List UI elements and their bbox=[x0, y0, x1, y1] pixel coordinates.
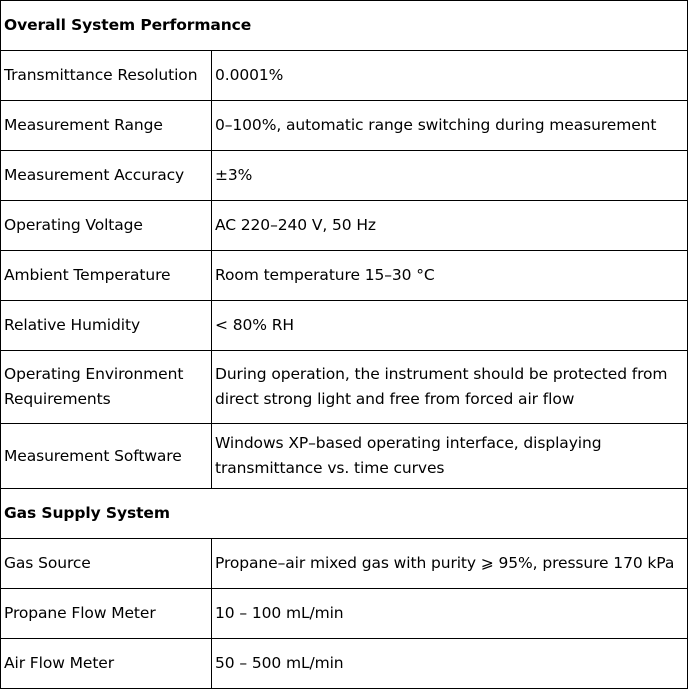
table-row bbox=[1, 51, 688, 101]
table-row bbox=[1, 101, 688, 151]
row-value: 0–100%, automatic range switching during measurement bbox=[212, 101, 688, 151]
row-label: Measurement Software bbox=[1, 424, 212, 489]
row-label: Ambient Temperature bbox=[1, 251, 212, 301]
row-value: ±3% bbox=[212, 151, 688, 201]
table-row bbox=[1, 589, 688, 639]
table-row bbox=[1, 639, 688, 689]
row-value: 50 – 500 mL/min bbox=[212, 639, 688, 689]
table-row bbox=[1, 539, 688, 589]
section-header-row bbox=[1, 489, 688, 539]
row-value: Room temperature 15–30 °C bbox=[212, 251, 688, 301]
row-label: Relative Humidity bbox=[1, 301, 212, 351]
row-label: Gas Source bbox=[1, 539, 212, 589]
table-row bbox=[1, 251, 688, 301]
row-label: Propane Flow Meter bbox=[1, 589, 212, 639]
row-value: < 80% RH bbox=[212, 301, 688, 351]
row-label: Operating Environment Requirements bbox=[1, 351, 212, 424]
table-row bbox=[1, 351, 688, 424]
row-label: Air Flow Meter bbox=[1, 639, 212, 689]
row-value: AC 220–240 V, 50 Hz bbox=[212, 201, 688, 251]
row-label: Measurement Range bbox=[1, 101, 212, 151]
row-value: Windows XP–based operating interface, displaying transmittance vs. time curves bbox=[212, 424, 688, 489]
row-label: Transmittance Resolution bbox=[1, 51, 212, 101]
row-value: During operation, the instrument should be protected from direct strong light and free from forced air flow bbox=[212, 351, 688, 424]
row-value: 0.0001% bbox=[212, 51, 688, 101]
row-label: Measurement Accuracy bbox=[1, 151, 212, 201]
table-row bbox=[1, 151, 688, 201]
row-label: Operating Voltage bbox=[1, 201, 212, 251]
section-title-gas-supply-system: Gas Supply System bbox=[1, 489, 688, 539]
table-row bbox=[1, 201, 688, 251]
row-value: 10 – 100 mL/min bbox=[212, 589, 688, 639]
table-row bbox=[1, 301, 688, 351]
table-row bbox=[1, 424, 688, 489]
section-title-overall-system-performance: Overall System Performance bbox=[1, 1, 688, 51]
row-value: Propane–air mixed gas with purity ⩾ 95%, pressure 170 kPa bbox=[212, 539, 688, 589]
section-header-row bbox=[1, 1, 688, 51]
